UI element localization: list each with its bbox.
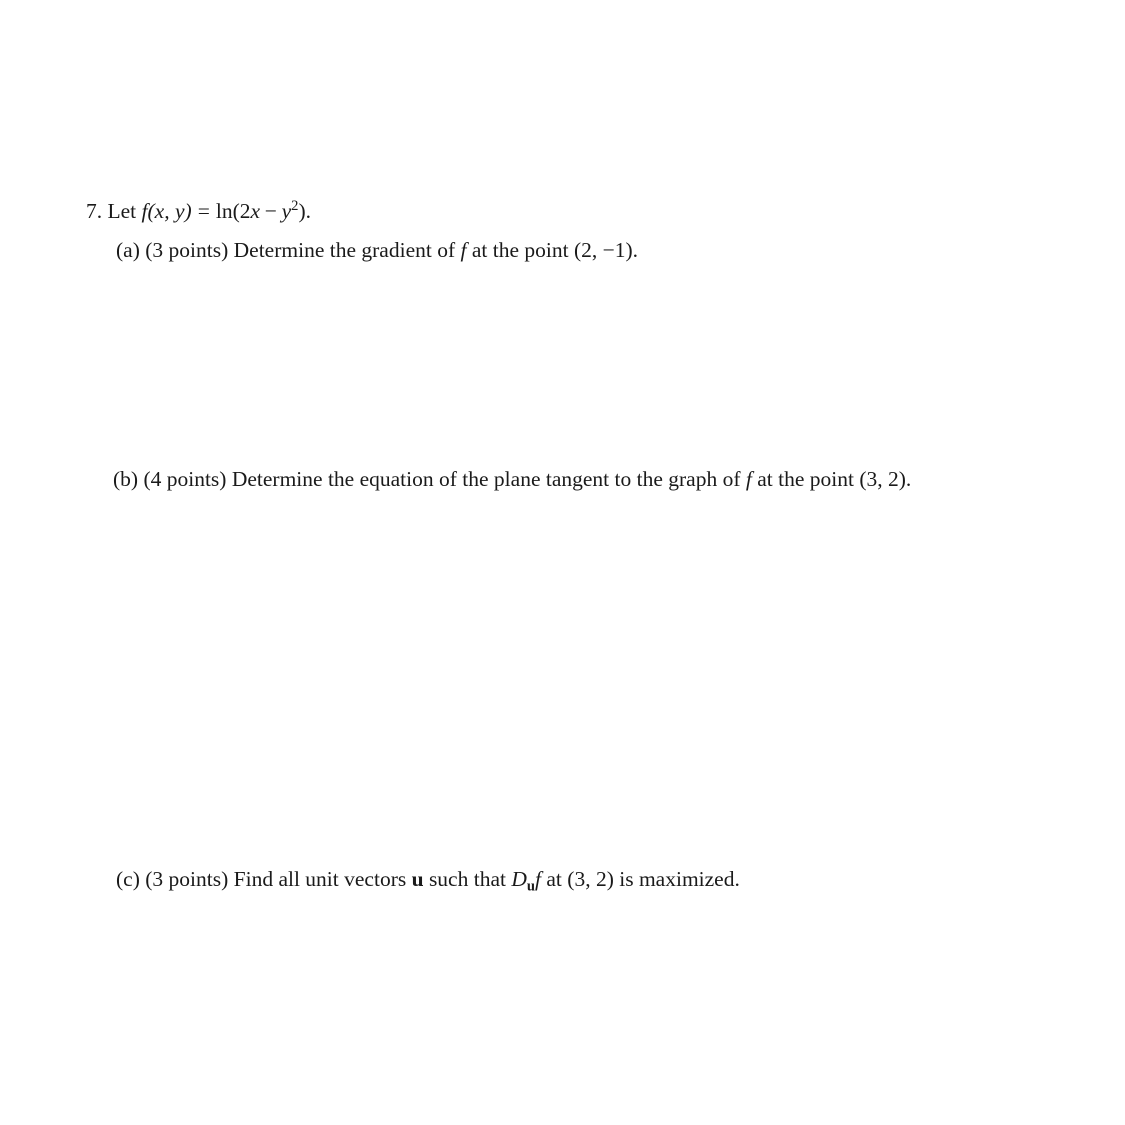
- part-c-points: (3 points): [145, 867, 229, 891]
- part-c-text-after: at: [546, 867, 562, 891]
- part-c-text-mid: such that: [428, 867, 506, 891]
- part-a: [116, 240, 638, 262]
- part-b: [113, 469, 911, 491]
- part-c-bold-var: u: [411, 867, 424, 891]
- part-a-text-after: at the point: [471, 238, 569, 262]
- function-def-x: x: [250, 199, 261, 223]
- part-b-label: (b): [113, 467, 139, 491]
- part-c-label: (c): [116, 867, 140, 891]
- part-b-text-after: at the point: [757, 467, 854, 491]
- problem-number: 7.: [86, 199, 103, 223]
- part-c-point: (3, 2): [567, 867, 614, 891]
- part-b-points: (4 points): [143, 467, 227, 491]
- function-def-prefix: ln(2: [215, 199, 251, 223]
- part-c-text-end: is maximized.: [619, 867, 740, 891]
- part-c: [116, 867, 740, 895]
- function-args: (x, y): [147, 199, 192, 223]
- part-a-label: (a): [116, 238, 140, 262]
- part-b-text-before: Determine the equation of the plane tangent to the graph of: [231, 467, 741, 491]
- part-c-var: f: [535, 867, 541, 891]
- part-c-operator: D: [511, 867, 527, 891]
- part-a-text-before: Determine the gradient of: [233, 238, 456, 262]
- function-def-minus: −: [264, 199, 277, 223]
- function-def-exponent: 2: [291, 197, 299, 214]
- part-c-text-before: Find all unit vectors: [233, 867, 407, 891]
- function-def-y: y: [281, 199, 292, 223]
- problem-statement: [86, 197, 312, 223]
- part-b-point: (3, 2).: [859, 467, 912, 491]
- function-name: f: [141, 199, 148, 223]
- part-b-var: f: [745, 467, 752, 491]
- equals-sign: =: [197, 199, 210, 223]
- part-a-points: (3 points): [145, 238, 229, 262]
- part-a-var: f: [460, 238, 467, 262]
- function-def-suffix: ).: [298, 199, 312, 223]
- part-c-operator-sub: u: [526, 878, 536, 895]
- part-a-point: (2, −1).: [573, 238, 639, 262]
- problem-intro: Let: [107, 199, 137, 223]
